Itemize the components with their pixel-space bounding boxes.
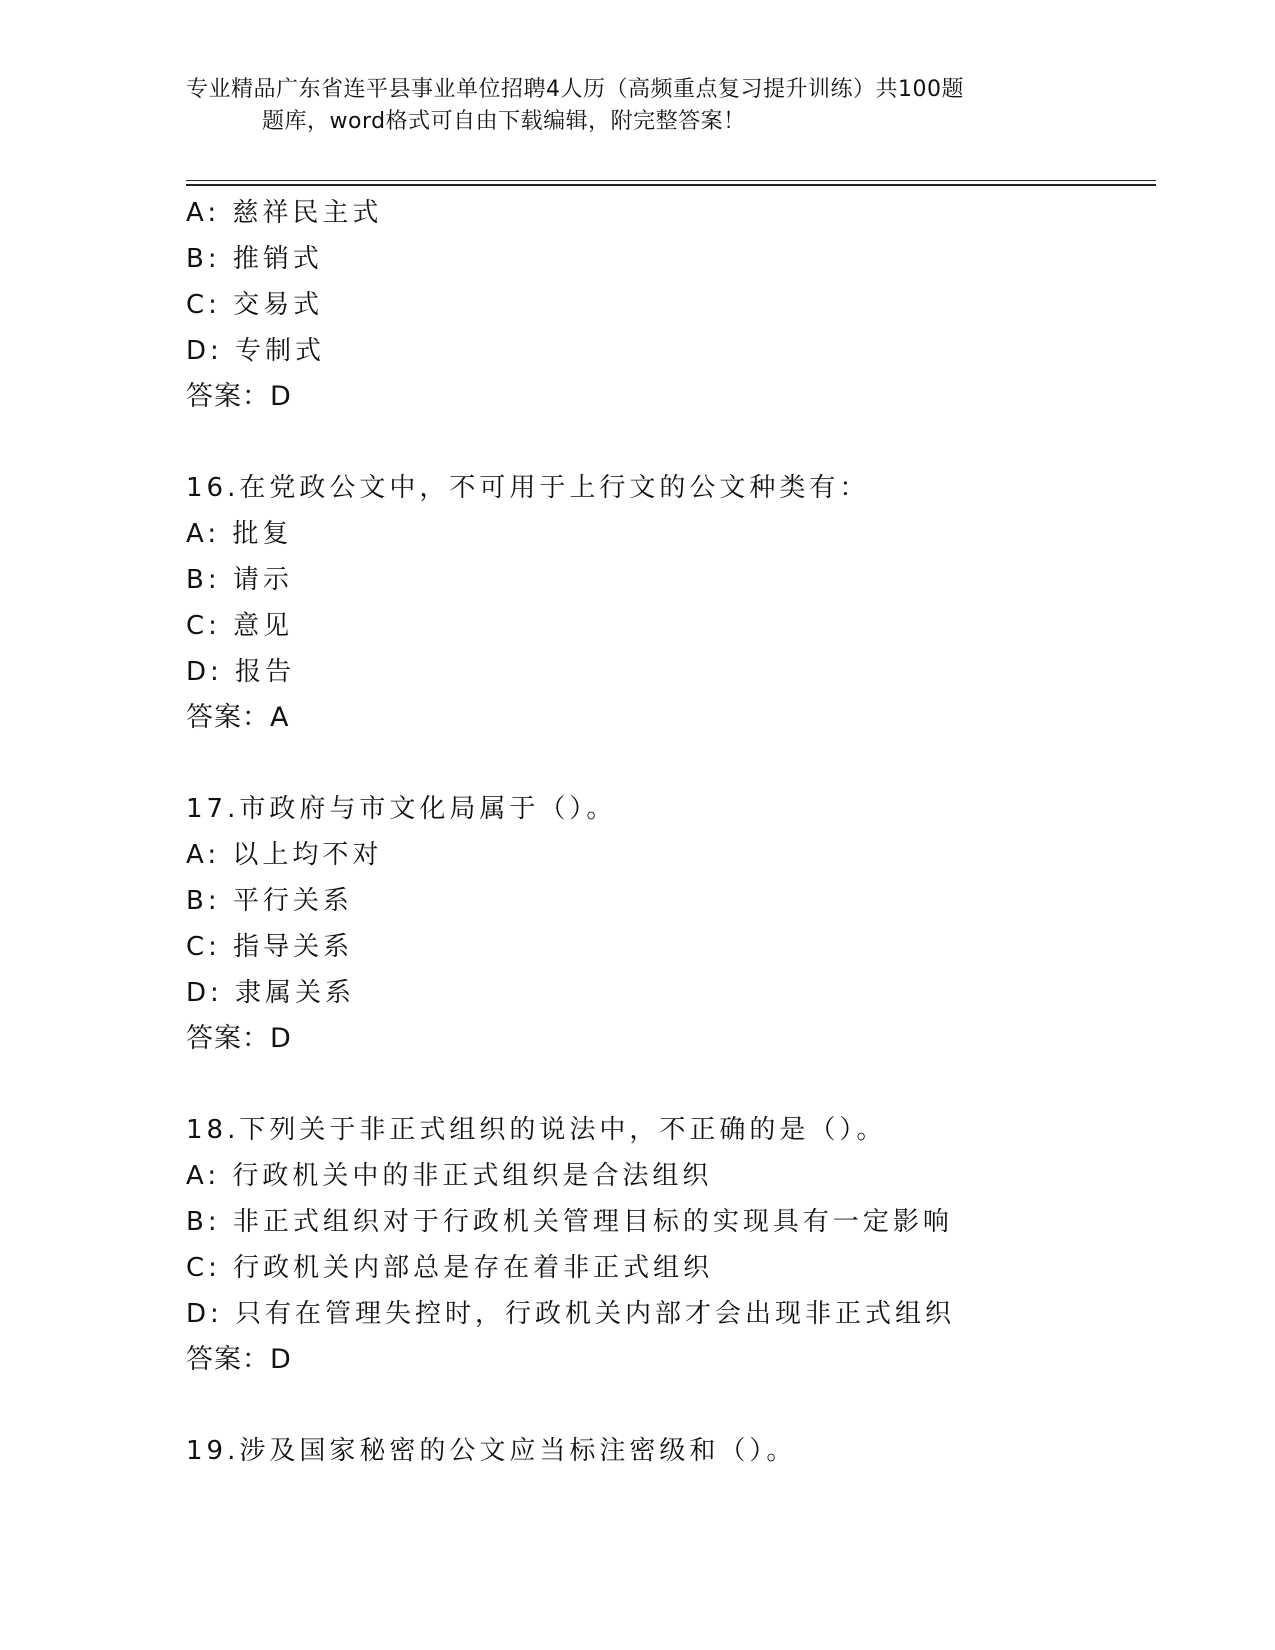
option-d: D: 隶属关系 [186,978,356,1008]
option-c: C: 指导关系 [186,932,354,962]
option-c: C: 行政机关内部总是存在着非正式组织 [186,1253,714,1283]
answer-line: 答案：A [186,702,290,733]
option-a: A: 慈祥民主式 [186,198,383,228]
spacer [186,1062,1146,1107]
option-d: D: 专制式 [186,336,326,366]
header-divider-thick [186,184,1156,186]
option-b: B: 平行关系 [186,886,353,916]
question-19: 19.涉及国家秘密的公文应当标注密级和（）。 [186,1436,797,1466]
option-a: A: 以上均不对 [186,840,383,870]
header-divider-thin [186,180,1156,181]
question-16: 16.在党政公文中，不可用于上行文的公文种类有： [186,473,870,503]
option-b: B: 非正式组织对于行政机关管理目标的实现具有一定影响 [186,1207,953,1237]
option-d: D: 报告 [186,657,296,687]
question-list [186,190,1146,1474]
header-title-line-1: 专业精品广东省连平县事业单位招聘4人历（高频重点复习提升训练）共100题 [186,77,964,102]
spacer [186,1383,1146,1428]
option-a: A: 行政机关中的非正式组织是合法组织 [186,1161,713,1191]
question-18: 18.下列关于非正式组织的说法中，不正确的是（）。 [186,1115,887,1145]
option-a: A: 批复 [186,519,293,549]
question-17: 17.市政府与市文化局属于（）。 [186,794,617,824]
header-title-line-2: 题库，word格式可自由下载编辑，附完整答案！ [262,109,746,134]
page-header [186,74,1086,138]
spacer [186,420,1146,465]
option-b: B: 请示 [186,565,293,595]
answer-line: 答案：D [186,381,292,412]
option-b: B: 推销式 [186,244,323,274]
option-d: D: 只有在管理失控时，行政机关内部才会出现非正式组织 [186,1299,956,1329]
option-c: C: 交易式 [186,290,324,320]
answer-line: 答案：D [186,1344,292,1375]
option-c: C: 意见 [186,611,294,641]
spacer [186,741,1146,786]
answer-line: 答案：D [186,1023,292,1054]
